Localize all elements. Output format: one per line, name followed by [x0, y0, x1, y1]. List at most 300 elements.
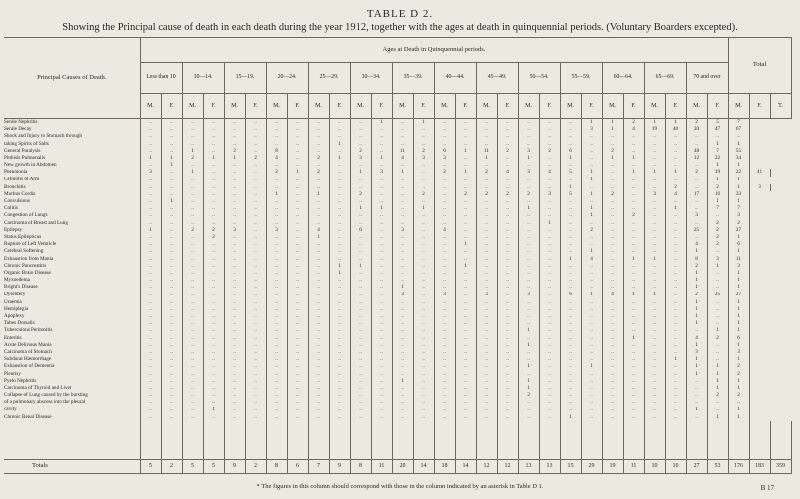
count-cell: ..: [539, 248, 560, 255]
table-row: [4, 320, 791, 327]
count-cell: ..: [350, 270, 371, 277]
count-cell: 1: [707, 162, 728, 169]
count-cell: ..: [140, 378, 161, 385]
count-cell: ..: [308, 198, 329, 205]
count-cell: ..: [497, 320, 518, 327]
count-cell: 4: [665, 191, 686, 198]
table-row: [4, 299, 791, 306]
count-cell: ..: [455, 212, 476, 219]
count-cell: ..: [623, 363, 644, 370]
count-cell: ..: [161, 248, 182, 255]
count-cell: ..: [644, 320, 665, 327]
count-cell: ..: [476, 256, 497, 263]
count-cell: 1: [728, 342, 749, 349]
count-cell: ..: [560, 378, 581, 385]
count-cell: ..: [518, 126, 539, 133]
count-cell: 2: [476, 169, 497, 176]
count-cell: ..: [371, 356, 392, 363]
count-cell: 19: [707, 169, 728, 176]
count-cell: ..: [287, 277, 308, 284]
count-cell: ..: [329, 205, 350, 212]
cause-label: Cerebral Softening: [4, 248, 140, 255]
count-cell: 1: [140, 227, 161, 234]
count-cell: ..: [266, 335, 287, 342]
count-cell: 1: [413, 205, 434, 212]
count-cell: ..: [455, 198, 476, 205]
count-cell: ..: [287, 212, 308, 219]
count-cell: ..: [182, 162, 203, 169]
count-cell: ..: [203, 349, 224, 356]
count-cell: ..: [140, 284, 161, 291]
count-cell: ..: [560, 392, 581, 399]
total-cell: 29: [581, 459, 602, 473]
count-cell: 17: [686, 191, 707, 198]
count-cell: 1: [728, 162, 749, 169]
count-cell: ..: [686, 327, 707, 334]
count-cell: ..: [602, 227, 623, 234]
count-cell: 1: [413, 119, 434, 127]
count-cell: ..: [644, 306, 665, 313]
count-cell: ..: [203, 320, 224, 327]
count-cell: ..: [203, 335, 224, 342]
count-cell: ..: [224, 205, 245, 212]
count-cell: ..: [329, 177, 350, 184]
count-cell: ..: [518, 299, 539, 306]
count-cell: 4: [686, 241, 707, 248]
count-cell: ..: [539, 155, 560, 162]
count-cell: 1: [665, 169, 686, 176]
count-cell: ..: [707, 284, 728, 291]
count-cell: ..: [665, 141, 686, 148]
count-cell: ..: [308, 378, 329, 385]
count-cell: ..: [308, 327, 329, 334]
count-cell: ..: [140, 299, 161, 306]
count-cell: ..: [140, 248, 161, 255]
count-cell: ..: [350, 407, 371, 414]
count-cell: ..: [707, 306, 728, 313]
count-cell: ..: [245, 356, 266, 363]
count-cell: ..: [665, 407, 686, 414]
count-cell: ..: [623, 263, 644, 270]
count-cell: 1: [539, 220, 560, 227]
count-cell: ..: [392, 407, 413, 414]
cause-label: of a pulmonary abscess into the pleural: [4, 399, 140, 406]
count-cell: ..: [455, 155, 476, 162]
count-cell: ..: [476, 205, 497, 212]
count-cell: ..: [266, 385, 287, 392]
count-cell: ..: [287, 327, 308, 334]
cause-label: Morbus Cordis: [4, 191, 140, 198]
count-cell: ..: [518, 270, 539, 277]
count-cell: ..: [476, 220, 497, 227]
count-cell: ..: [224, 184, 245, 191]
count-cell: ..: [224, 378, 245, 385]
count-cell: ..: [161, 191, 182, 198]
ages-super-header: Ages at Death in Quinquennial periods.: [140, 38, 728, 63]
count-cell: ..: [371, 371, 392, 378]
count-cell: ..: [203, 169, 224, 176]
count-cell: ..: [413, 241, 434, 248]
count-cell: ..: [266, 320, 287, 327]
count-cell: ..: [665, 335, 686, 342]
count-cell: ..: [413, 220, 434, 227]
count-cell: ..: [224, 234, 245, 241]
age-group-header: 65—69.: [644, 63, 686, 93]
count-cell: ..: [581, 378, 602, 385]
count-cell: ..: [245, 385, 266, 392]
count-cell: ..: [140, 133, 161, 140]
count-cell: 1: [665, 119, 686, 127]
count-cell: ..: [308, 292, 329, 299]
sex-header-male: M.: [476, 93, 497, 118]
count-cell: ..: [539, 141, 560, 148]
count-cell: ..: [287, 263, 308, 270]
sex-header-female: F.: [287, 93, 308, 118]
count-cell: 1: [707, 378, 728, 385]
count-cell: ..: [266, 378, 287, 385]
count-cell: ..: [728, 133, 749, 140]
count-cell: ..: [371, 313, 392, 320]
count-cell: ..: [518, 248, 539, 255]
count-cell: ..: [476, 241, 497, 248]
count-cell: ..: [140, 141, 161, 148]
count-cell: ..: [413, 184, 434, 191]
totals-row: [4, 459, 791, 473]
count-cell: ..: [476, 133, 497, 140]
count-cell: 41: [749, 169, 770, 176]
count-cell: ..: [287, 292, 308, 299]
count-cell: ..: [413, 177, 434, 184]
table-row: [4, 378, 791, 385]
count-cell: ..: [497, 227, 518, 234]
count-cell: ..: [539, 284, 560, 291]
count-cell: ..: [308, 184, 329, 191]
count-cell: ..: [539, 363, 560, 370]
count-cell: ..: [455, 327, 476, 334]
count-cell: ..: [413, 162, 434, 169]
count-cell: ..: [623, 184, 644, 191]
count-cell: ..: [476, 407, 497, 414]
sex-header-male: M.: [224, 93, 245, 118]
count-cell: 1: [581, 363, 602, 370]
count-cell: 3: [728, 263, 749, 270]
count-cell: 6: [350, 227, 371, 234]
count-cell: ..: [287, 313, 308, 320]
count-cell: 3: [371, 169, 392, 176]
count-cell: ..: [224, 363, 245, 370]
total-cell: 183: [749, 459, 770, 473]
count-cell: ..: [665, 155, 686, 162]
count-cell: ..: [623, 378, 644, 385]
count-cell: ..: [182, 184, 203, 191]
count-cell: ..: [287, 256, 308, 263]
count-cell: ..: [434, 162, 455, 169]
count-cell: ..: [707, 270, 728, 277]
totals-label: Totals: [4, 459, 140, 473]
count-cell: ..: [581, 277, 602, 284]
count-cell: ..: [665, 198, 686, 205]
count-cell: 3: [749, 184, 770, 191]
count-cell: ..: [224, 119, 245, 127]
count-cell: ..: [161, 126, 182, 133]
count-cell: ..: [539, 356, 560, 363]
count-cell: ..: [224, 248, 245, 255]
count-cell: ..: [161, 234, 182, 241]
cause-label: Tuberculous Peritonitis: [4, 327, 140, 334]
count-cell: ..: [245, 212, 266, 219]
count-cell: 1: [560, 256, 581, 263]
count-cell: ..: [644, 184, 665, 191]
count-cell: ..: [350, 277, 371, 284]
count-cell: ..: [329, 212, 350, 219]
count-cell: ..: [392, 299, 413, 306]
count-cell: ..: [329, 363, 350, 370]
count-cell: ..: [161, 270, 182, 277]
count-cell: ..: [644, 133, 665, 140]
count-cell: ..: [245, 133, 266, 140]
table-row: [4, 220, 791, 227]
cause-label: Pneumonia: [4, 169, 140, 176]
count-cell: ..: [644, 299, 665, 306]
count-cell: ..: [350, 385, 371, 392]
count-cell: 11: [392, 148, 413, 155]
count-cell: ..: [665, 378, 686, 385]
count-cell: ..: [182, 399, 203, 406]
count-cell: 3: [728, 212, 749, 219]
count-cell: ..: [539, 277, 560, 284]
count-cell: ..: [539, 378, 560, 385]
count-cell: ..: [329, 371, 350, 378]
count-cell: ..: [623, 327, 644, 334]
count-cell: ..: [287, 320, 308, 327]
count-cell: ..: [518, 320, 539, 327]
count-cell: ..: [329, 414, 350, 421]
count-cell: ..: [434, 248, 455, 255]
count-cell: 2: [476, 191, 497, 198]
count-cell: ..: [329, 342, 350, 349]
count-cell: ..: [560, 133, 581, 140]
count-cell: ..: [518, 133, 539, 140]
count-cell: 2: [623, 119, 644, 127]
count-cell: ..: [707, 248, 728, 255]
age-group-header: 20—24.: [266, 63, 308, 93]
count-cell: ..: [665, 414, 686, 421]
count-cell: ..: [413, 414, 434, 421]
count-cell: ..: [203, 299, 224, 306]
count-cell: 2: [182, 155, 203, 162]
count-cell: 2: [728, 220, 749, 227]
count-cell: ..: [161, 356, 182, 363]
cause-label: New growth in Abdomen: [4, 162, 140, 169]
count-cell: ..: [203, 141, 224, 148]
count-cell: ..: [476, 227, 497, 234]
count-cell: ..: [266, 292, 287, 299]
total-cell: 13: [518, 459, 539, 473]
count-cell: ..: [497, 119, 518, 127]
count-cell: ..: [455, 371, 476, 378]
count-cell: ..: [266, 133, 287, 140]
count-cell: ..: [245, 392, 266, 399]
count-cell: ..: [182, 270, 203, 277]
count-cell: ..: [455, 184, 476, 191]
count-cell: ..: [266, 220, 287, 227]
count-cell: ..: [245, 248, 266, 255]
count-cell: ..: [476, 306, 497, 313]
count-cell: ..: [140, 371, 161, 378]
count-cell: 12: [686, 155, 707, 162]
count-cell: 1: [560, 155, 581, 162]
count-cell: ..: [560, 162, 581, 169]
sex-header-female: F.: [539, 93, 560, 118]
count-cell: ..: [224, 198, 245, 205]
count-cell: ..: [140, 392, 161, 399]
count-cell: ..: [476, 162, 497, 169]
count-cell: ..: [644, 227, 665, 234]
count-cell: ..: [581, 198, 602, 205]
count-cell: 19: [644, 126, 665, 133]
count-cell: ..: [644, 399, 665, 406]
count-cell: ..: [665, 342, 686, 349]
age-group-header: 45—49.: [476, 63, 518, 93]
count-cell: ..: [329, 407, 350, 414]
count-cell: ..: [497, 234, 518, 241]
count-cell: ..: [434, 371, 455, 378]
count-cell: ..: [245, 327, 266, 334]
sex-header-female: F.: [665, 93, 686, 118]
count-cell: 1: [392, 169, 413, 176]
count-cell: ..: [644, 392, 665, 399]
cause-label: Shock and Injury to Stomach through: [4, 133, 140, 140]
count-cell: ..: [665, 220, 686, 227]
count-cell: 1: [581, 212, 602, 219]
total-cell: 14: [413, 459, 434, 473]
count-cell: ..: [245, 141, 266, 148]
count-cell: ..: [224, 327, 245, 334]
count-cell: ..: [140, 126, 161, 133]
total-cell: 11: [623, 459, 644, 473]
count-cell: 2: [623, 212, 644, 219]
count-cell: ..: [413, 198, 434, 205]
count-cell: ..: [455, 141, 476, 148]
count-cell: ..: [182, 141, 203, 148]
count-cell: ..: [560, 363, 581, 370]
count-cell: ..: [518, 141, 539, 148]
count-cell: ..: [329, 191, 350, 198]
count-cell: ..: [392, 270, 413, 277]
count-cell: 2: [665, 184, 686, 191]
count-cell: 11: [476, 148, 497, 155]
count-cell: 1: [686, 299, 707, 306]
table-title: TABLE D 2.: [366, 8, 434, 20]
count-cell: ..: [224, 292, 245, 299]
count-cell: 1: [623, 335, 644, 342]
count-cell: 2: [413, 148, 434, 155]
count-cell: 8: [686, 256, 707, 263]
count-cell: ..: [308, 371, 329, 378]
count-cell: ..: [392, 399, 413, 406]
count-cell: ..: [392, 263, 413, 270]
count-cell: 1: [602, 126, 623, 133]
table-row: [4, 126, 791, 133]
count-cell: ..: [329, 133, 350, 140]
count-cell: ..: [602, 263, 623, 270]
count-cell: ..: [245, 407, 266, 414]
count-cell: ..: [350, 327, 371, 334]
count-cell: 1: [224, 155, 245, 162]
count-cell: ..: [560, 306, 581, 313]
count-cell: ..: [623, 349, 644, 356]
count-cell: ..: [623, 284, 644, 291]
count-cell: ..: [182, 248, 203, 255]
count-cell: ..: [245, 349, 266, 356]
count-cell: ..: [413, 277, 434, 284]
count-cell: ..: [623, 234, 644, 241]
count-cell: 1: [728, 385, 749, 392]
count-cell: ..: [203, 363, 224, 370]
count-cell: 1: [581, 119, 602, 127]
count-cell: ..: [497, 292, 518, 299]
count-cell: 1: [707, 327, 728, 334]
count-cell: ..: [623, 306, 644, 313]
count-cell: ..: [392, 177, 413, 184]
count-cell: ..: [329, 349, 350, 356]
total-cell: 6: [287, 459, 308, 473]
count-cell: 16: [707, 191, 728, 198]
count-cell: ..: [371, 414, 392, 421]
count-cell: ..: [602, 212, 623, 219]
count-cell: ..: [245, 126, 266, 133]
table-subtitle: Showing the Principal cause of death in each death during the year 1912, together with the ages at death in quinquennial periods. (Voluntary Boarders excepted).: [62, 22, 738, 33]
count-cell: 6: [560, 148, 581, 155]
count-cell: 7: [707, 148, 728, 155]
count-cell: 1: [161, 198, 182, 205]
count-cell: ..: [140, 277, 161, 284]
total-cell: 10: [644, 459, 665, 473]
count-cell: ..: [329, 277, 350, 284]
count-cell: ..: [371, 133, 392, 140]
count-cell: ..: [308, 349, 329, 356]
count-cell: ..: [203, 119, 224, 127]
age-group-header: 40—44.: [434, 63, 476, 93]
count-cell: ..: [497, 277, 518, 284]
count-cell: 1: [644, 119, 665, 127]
count-cell: ..: [602, 327, 623, 334]
count-cell: ..: [644, 234, 665, 241]
count-cell: 1: [371, 205, 392, 212]
count-cell: ..: [224, 356, 245, 363]
cause-label: Collapse of Lung caused by the bursting: [4, 392, 140, 399]
count-cell: ..: [455, 292, 476, 299]
count-cell: ..: [371, 392, 392, 399]
count-cell: ..: [602, 248, 623, 255]
count-cell: ..: [161, 335, 182, 342]
count-cell: ..: [686, 198, 707, 205]
count-cell: ..: [392, 141, 413, 148]
count-cell: ..: [245, 220, 266, 227]
count-cell: ..: [686, 414, 707, 421]
count-cell: ..: [476, 141, 497, 148]
count-cell: ..: [266, 234, 287, 241]
count-cell: 2: [308, 155, 329, 162]
sex-header-female: F.: [497, 93, 518, 118]
count-cell: 2: [497, 148, 518, 155]
count-cell: ..: [287, 392, 308, 399]
count-cell: ..: [266, 126, 287, 133]
count-cell: ..: [266, 198, 287, 205]
count-cell: ..: [224, 212, 245, 219]
count-cell: ..: [308, 407, 329, 414]
count-cell: ..: [413, 126, 434, 133]
